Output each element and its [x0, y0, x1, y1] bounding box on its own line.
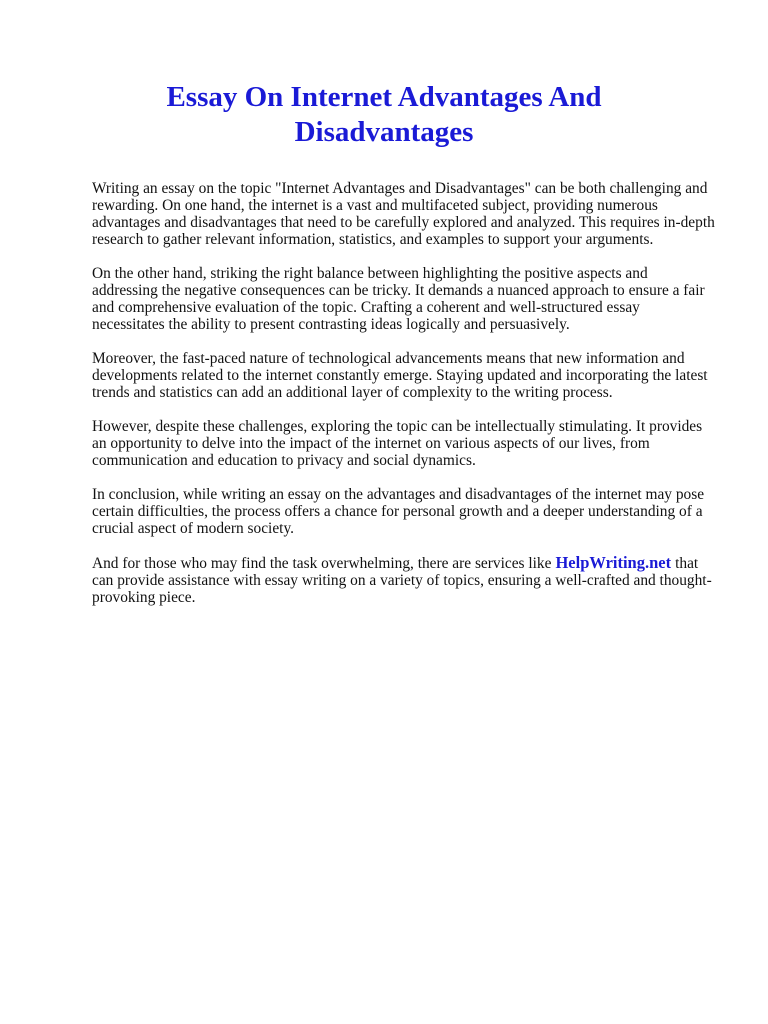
- paragraph-6-before-link: And for those who may find the task overwhelming, there are services like: [92, 555, 552, 572]
- page-title: Essay On Internet Advantages And Disadvantages: [166, 81, 602, 148]
- essay-body: [92, 180, 716, 623]
- paragraph-6: [92, 554, 716, 606]
- paragraph-4: However, despite these challenges, exploring the topic can be intellectually stimulating. It provides an opportunity to delve into the impact of the internet on various aspects of our lives, from communication and education to privacy and social dynamics.: [92, 418, 703, 469]
- helpwriting-link[interactable]: HelpWriting.net: [555, 553, 672, 572]
- paragraph-2: On the other hand, striking the right balance between highlighting the positive aspects and addressing the negative consequences can be tricky. It demands a nuanced approach to ensure a fair and comprehensive evaluation of the topic. Crafting a coherent and well-structured essay necessitates the ability to present contrasting ideas logically and persuasively.: [92, 265, 705, 333]
- paragraph-1: Writing an essay on the topic "Internet Advantages and Disadvantages" can be both challenging and rewarding. On one hand, the internet is a vast and multifaceted subject, providing numerous advantages and disadvantages that need to be carefully explored and analyzed. This requires in-depth research to gather relevant information, statistics, and examples to support your arguments.: [92, 180, 715, 248]
- paragraph-6-after-link: that can provide assistance with essay writing on a variety of topics, ensuring a well-crafted and thought-provoking piece.: [92, 555, 712, 606]
- paragraph-3: Moreover, the fast-paced nature of technological advancements means that new information and developments related to the internet constantly emerge. Staying updated and incorporating the latest trends and statistics can add an additional layer of complexity to the writing process.: [92, 350, 708, 401]
- paragraph-5: In conclusion, while writing an essay on the advantages and disadvantages of the internet may pose certain difficulties, the process offers a chance for personal growth and a deeper understanding of a crucial aspect of modern society.: [92, 486, 705, 537]
